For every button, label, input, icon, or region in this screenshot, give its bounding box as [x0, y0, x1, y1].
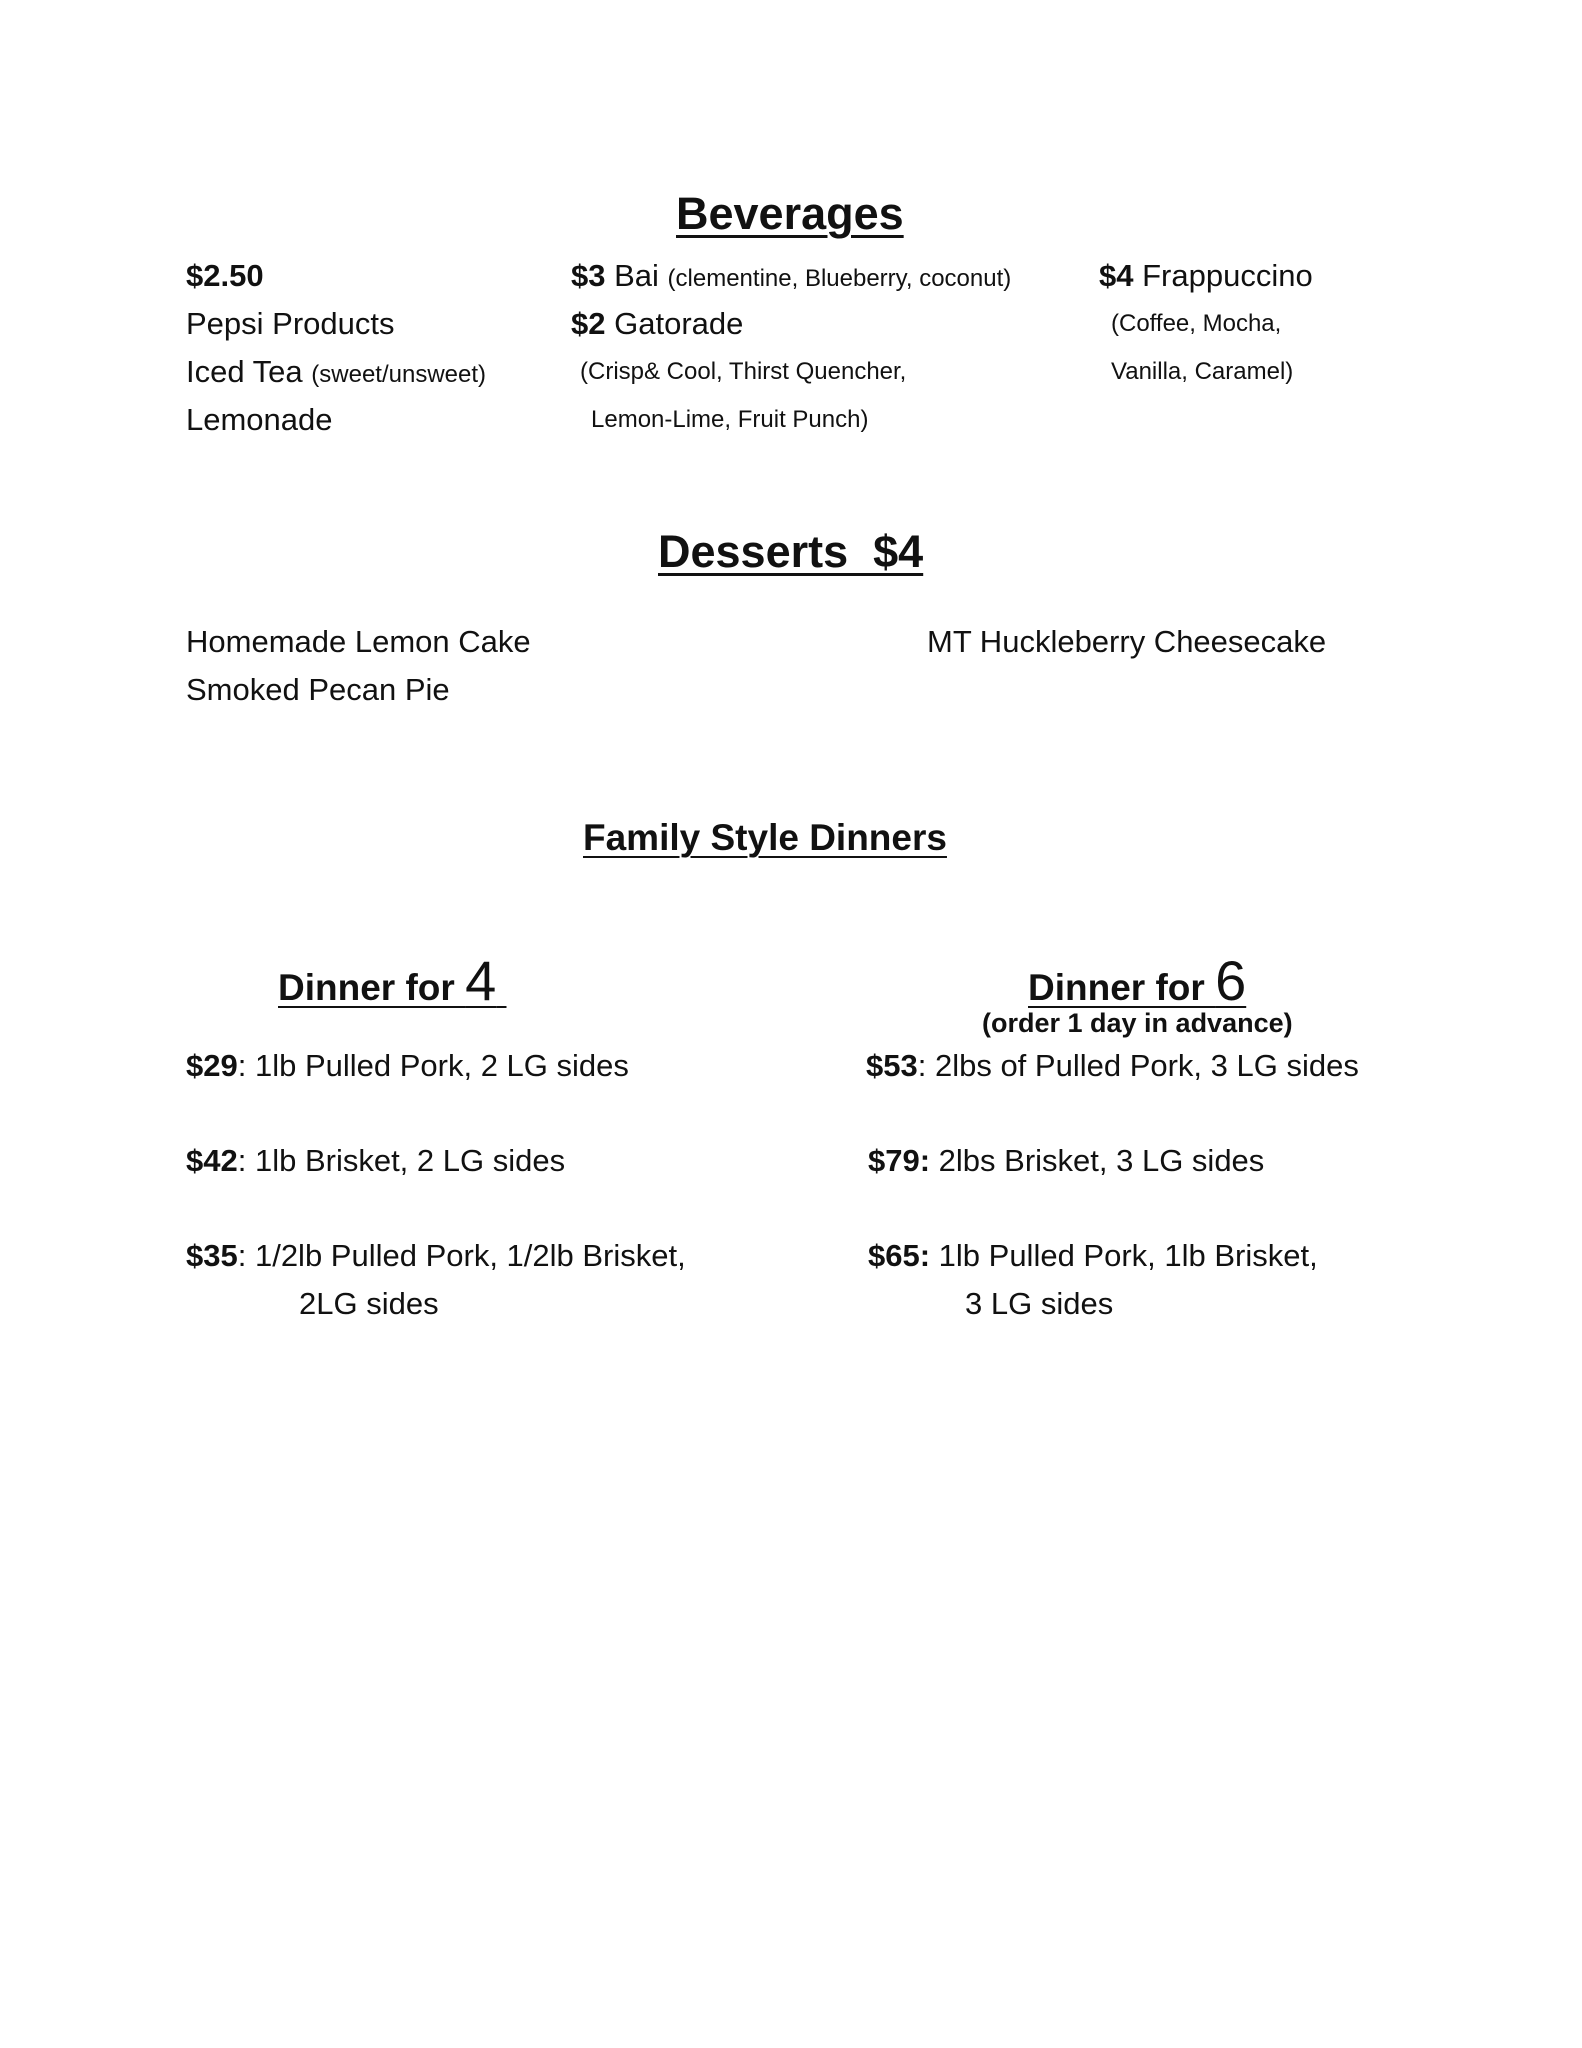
dinner-for-6-title [1028, 948, 1246, 1013]
iced-tea-name: Iced Tea [186, 354, 303, 389]
dinner-6-option-2-price: $79: [868, 1143, 931, 1178]
dinner-4-option-2-desc: : 1lb Brisket, 2 LG sides [237, 1143, 566, 1178]
bai-price: $3 [571, 258, 606, 293]
dinner-6-option-3-continued: 3 LG sides [965, 1286, 1114, 1321]
frappuccino-flavors-line-1: (Coffee, Mocha, [1111, 310, 1282, 337]
dinner-4-option-1-desc: : 1lb Pulled Pork, 2 LG sides [237, 1048, 629, 1083]
dinner-4-label: Dinner for [278, 967, 466, 1008]
bai-flavors: (clementine, Blueberry, coconut) [667, 265, 1012, 292]
frappuccino-flavors-line-2: Vanilla, Caramel) [1111, 358, 1294, 385]
dinner-6-option-3-price: $65: [868, 1238, 931, 1273]
beverage-lemonade: Lemonade [186, 402, 333, 437]
iced-tea-note: (sweet/unsweet) [311, 361, 487, 388]
family-dinners-title: Family Style Dinners [583, 817, 947, 858]
gatorade-flavors-line-1: (Crisp& Cool, Thirst Quencher, [580, 358, 907, 385]
dessert-pecan-pie: Smoked Pecan Pie [186, 672, 450, 707]
beverage-frappuccino [1099, 258, 1313, 294]
dinner-4-number: 4 [465, 949, 497, 1012]
dinner-6-option-1-price: $53 [866, 1048, 918, 1083]
beverages-title: Beverages [676, 188, 904, 239]
dinner-6-option-1 [866, 1048, 1359, 1084]
frappuccino-price: $4 [1099, 258, 1134, 293]
dinner-4-option-3-price: $35 [186, 1238, 238, 1273]
beverage-pepsi-products: Pepsi Products [186, 306, 395, 341]
dinner-4-option-1-price: $29 [186, 1048, 238, 1083]
dinner-6-number: 6 [1215, 949, 1247, 1012]
gatorade-name: Gatorade [614, 306, 744, 341]
dinner-6-advance-note: (order 1 day in advance) [982, 1008, 1293, 1038]
gatorade-flavors-line-2: Lemon-Lime, Fruit Punch) [591, 406, 869, 433]
dinner-4-option-3-continued: 2LG sides [299, 1286, 439, 1321]
dinner-for-4-title [278, 948, 507, 1013]
gatorade-price: $2 [571, 306, 606, 341]
frappuccino-name: Frappuccino [1142, 258, 1313, 293]
dinner-6-option-3-desc: 1lb Pulled Pork, 1lb Brisket, [930, 1238, 1318, 1273]
beverage-price-250: $2.50 [186, 258, 264, 293]
dessert-huckleberry-cheesecake: MT Huckleberry Cheesecake [927, 624, 1327, 659]
dinner-4-option-1 [186, 1048, 629, 1084]
bai-name: Bai [614, 258, 659, 293]
dinner-6-label: Dinner for [1028, 967, 1216, 1008]
dinner-6-option-2-desc: 2lbs Brisket, 3 LG sides [930, 1143, 1265, 1178]
dinner-4-option-2-price: $42 [186, 1143, 238, 1178]
beverage-bai [571, 258, 1011, 294]
dinner-6-option-3 [868, 1238, 1318, 1274]
dessert-lemon-cake: Homemade Lemon Cake [186, 624, 531, 659]
dinner-6-option-2 [868, 1143, 1264, 1179]
beverage-iced-tea [186, 354, 486, 390]
dinner-6-option-1-desc: : 2lbs of Pulled Pork, 3 LG sides [917, 1048, 1359, 1083]
desserts-title: Desserts $4 [658, 526, 924, 577]
beverage-gatorade [571, 306, 743, 342]
dinner-4-option-2 [186, 1143, 565, 1179]
dinner-4-option-3 [186, 1238, 686, 1274]
dinner-4-option-3-desc: : 1/2lb Pulled Pork, 1/2lb Brisket, [237, 1238, 686, 1273]
